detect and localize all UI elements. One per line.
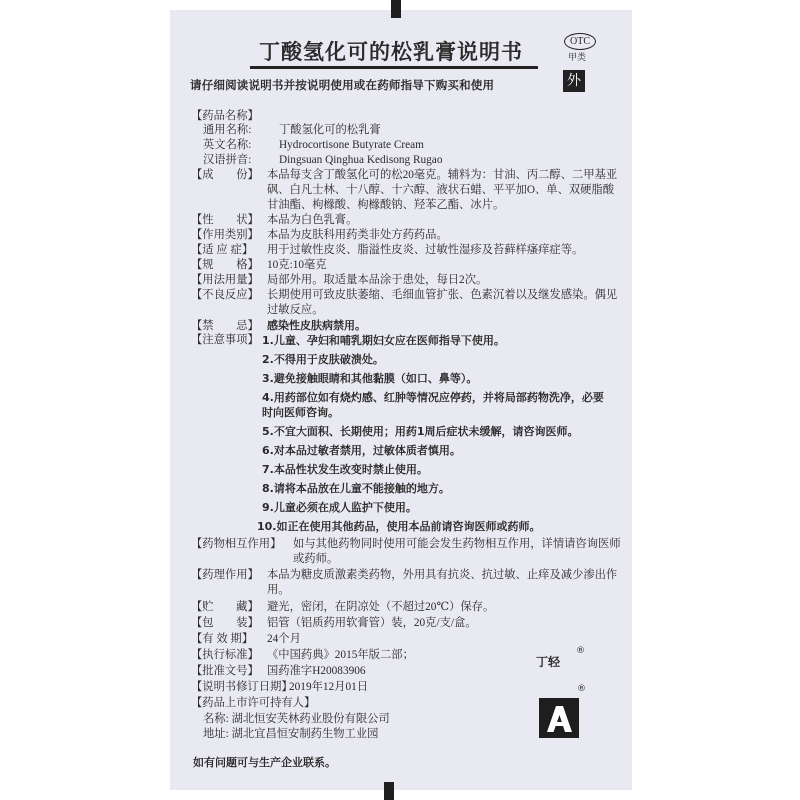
otc-badge: OTC	[564, 33, 596, 50]
composition-row: 【成 份】 本品每支含丁酸氢化可的松20毫克。辅料为：甘油、丙二醇、二甲基亚砜、白凡士林、十八醇、十六醇、液状石蜡、平平加O、单、双硬脂酸甘油酯、枸橼酸、枸橼酸钠、羟苯乙酯、冰片。	[191, 169, 618, 211]
category-row: 【作用类别】 本品为皮肤科用药类非处方药药品。	[191, 229, 448, 241]
cautions-header: 【注意事项】	[191, 334, 259, 346]
external-use-mark: 外	[563, 70, 585, 92]
adverse-row: 【不良反应】 长期使用可致皮肤萎缩、毛细血管扩张、色素沉着以及继发感染。偶见过敏反应。	[191, 289, 618, 316]
caution-8: 8.请将本品放在儿童不能接触的地方。	[262, 482, 450, 495]
revision-row: 【说明书修订日期】2019年12月01日	[191, 681, 369, 693]
page-title: 丁酸氢化可的松乳膏说明书	[259, 40, 523, 64]
caution-10: 10.如正在使用其他药品，使用本品前请咨询医师或药师。	[257, 520, 541, 533]
drug-name-header: 【药品名称】	[191, 110, 259, 122]
footer-note: 如有问题可与生产企业联系。	[193, 756, 336, 769]
bottom-notch	[384, 782, 394, 800]
caution-1: 1.儿童、孕妇和哺乳期妇女应在医师指导下使用。	[262, 334, 505, 347]
character-row: 【性 状】 本品为白色乳膏。	[191, 214, 358, 226]
english-name-row: 英文名称: Hydrocortisone Butyrate Cream	[203, 139, 424, 151]
title-rule	[250, 66, 538, 69]
package-row: 【包 装】 铝管（铝质药用软膏管）装，20克/支/盒。	[191, 617, 477, 629]
caution-3: 3.避免接触眼睛和其他黏膜（如口、鼻等）。	[262, 372, 478, 385]
usage-notice: 请仔细阅读说明书并按说明使用或在药师指导下购买和使用	[190, 78, 495, 92]
logo-icon	[539, 698, 579, 738]
interaction-row: 【药物相互作用】 如与其他药物同时使用可能会发生药物相互作用，详情请咨询医师或药师。	[191, 538, 621, 565]
mah-addr-row: 地址: 湖北宜昌恒安制药生物工业园	[203, 728, 379, 740]
spec-row: 【规 格】 10克:10毫克	[191, 259, 327, 271]
brand-reg-mark: ®	[576, 646, 585, 656]
storage-row: 【贮 藏】 避光，密闭，在阴凉处（不超过20℃）保存。	[191, 601, 495, 613]
otc-class: 甲类	[568, 53, 587, 63]
caution-2: 2.不得用于皮肤破溃处。	[262, 353, 384, 366]
approval-row: 【批准文号】 国药准字H20083906	[191, 665, 366, 677]
caution-6: 6.对本品过敏者禁用，过敏体质者慎用。	[262, 444, 461, 457]
validity-row: 【有 效 期】 24个月	[191, 633, 301, 645]
mah-name-row: 名称: 湖北恒安芙林药业股份有限公司	[203, 713, 390, 725]
top-notch	[391, 0, 401, 18]
caution-7: 7.本品性状发生改变时禁止使用。	[262, 463, 428, 476]
indication-row: 【适 应 症】 用于过敏性皮炎、脂溢性皮炎、过敏性湿疹及苔藓样瘙痒症等。	[191, 244, 584, 256]
caution-4: 4.用药部位如有烧灼感、红肿等情况应停药，并将局部药物洗净，必要时向医师咨询。	[262, 391, 604, 419]
logo-reg-mark: ®	[577, 684, 586, 694]
company-logo	[539, 698, 579, 738]
usage-row: 【用法用量】 局部外用。取适量本品涂于患处，每日2次。	[191, 274, 488, 286]
pharmacology-row: 【药理作用】 本品为糖皮质激素类药物，外用具有抗炎、抗过敏、止痒及减少渗出作用。	[191, 569, 618, 596]
standard-row: 【执行标准】 《中国药典》2015年版二部；	[191, 649, 414, 661]
brand-name: 丁轻	[536, 655, 561, 669]
caution-9: 9.儿童必须在成人监护下使用。	[262, 501, 417, 514]
pinyin-row: 汉语拼音: Dingsuan Qinghua Kedisong Rugao	[203, 154, 443, 166]
mah-header: 【药品上市许可持有人】	[191, 697, 316, 709]
contraindication-row: 【禁 忌】 感染性皮肤病禁用。	[191, 319, 366, 332]
caution-5: 5.不宜大面积、长期使用；用药1周后症状未缓解，请咨询医师。	[262, 425, 579, 438]
generic-name-row: 通用名称: 丁酸氢化可的松乳膏	[203, 124, 381, 136]
